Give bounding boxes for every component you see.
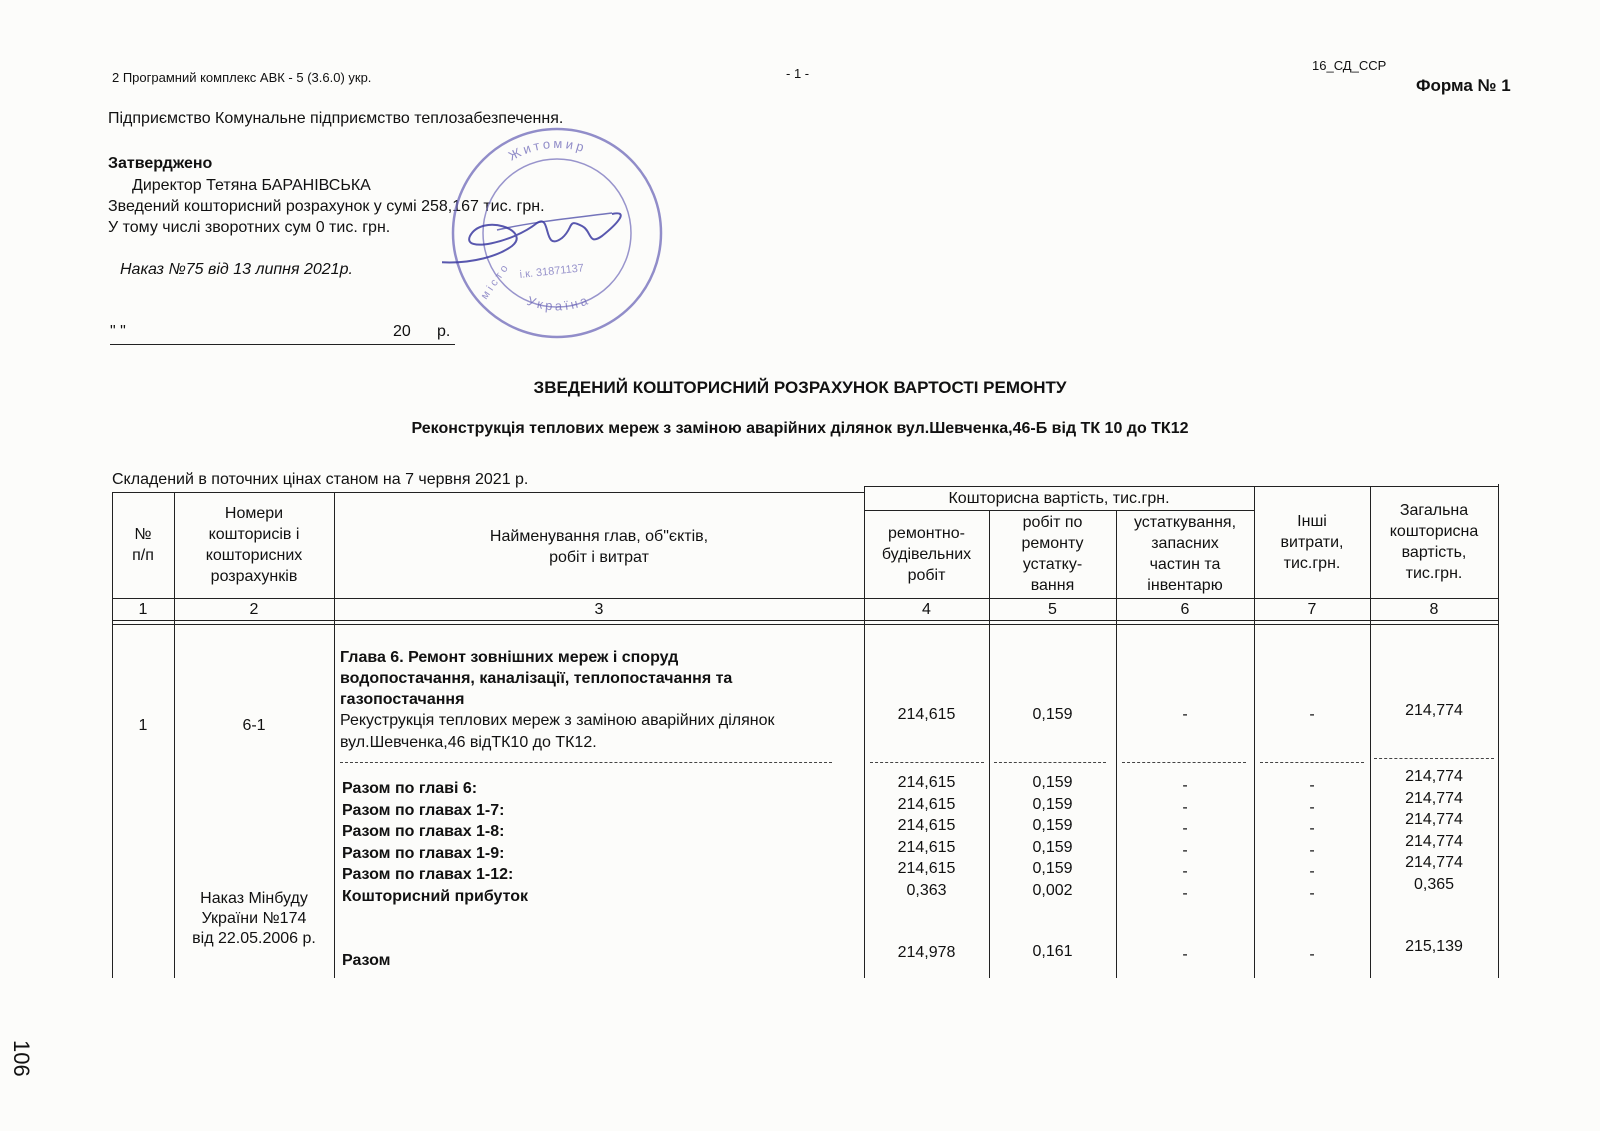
document-subtitle: Реконструкція теплових мереж з заміною аварійних ділянок вул.Шевченка,46-Б від ТК 10 до ТК12 [411,420,1189,437]
grand-total-equipment-parts-value: - [1182,946,1188,963]
chapter-description-line: вул.Шевченка,46 відТК10 до ТК12. [340,734,597,751]
total-equipment-parts-value: - [1182,863,1188,880]
header-total-cost: Загальна кошторисна вартість, тис.грн. [1389,502,1479,582]
total-total-value: 214,774 [1405,768,1463,785]
chapter-other-value: - [1309,706,1315,723]
total-repair-value: 214,615 [897,817,956,834]
total-row-label: Разом по главі 6: [342,780,478,797]
document-title: ЗВЕДЕНИЙ КОШТОРИСНИЙ РОЗРАХУНОК ВАРТОСТІ РЕМОНТУ [533,378,1067,397]
header-no: № п/п [132,526,154,564]
director-line: Директор Тетяна БАРАНІВСЬКА [132,177,371,194]
total-row-label: Разом по главах 1-9: [342,844,505,862]
chapter-equipment-repair-value: 0,159 [1032,706,1073,723]
page-number: - 1 - [786,66,810,81]
svg-text:Україна [525,292,592,314]
margin-page-note: 106 [9,1040,34,1077]
total-total-value: 214,774 [1405,854,1463,871]
col-number: 1 [138,600,148,618]
total-equipment-repair-value: 0,159 [1032,860,1073,877]
software-label: 2 Програмний комплекс АВК - 5 (3.6.0) укр. [112,70,372,85]
chapter-title-line: Глава 6. Ремонт зовнішних мереж і споруд [340,649,679,666]
total-equipment-repair-value: 0,159 [1032,795,1073,813]
chapter-description-line: Рекуструкція теплових мереж з заміною аварійних ділянок [340,712,775,729]
date-quotes: " " [110,323,126,340]
total-equipment-parts-value: - [1182,841,1188,859]
profit-repair-value: 0,363 [906,881,947,899]
total-repair-value: 214,615 [897,795,956,813]
document-code: 16_СД_ССР [1312,58,1387,73]
total-total-value: 214,774 [1405,832,1463,850]
total-equipment-repair-value: 0,159 [1032,774,1073,791]
col-number: 2 [249,600,259,618]
header-estimated-cost-group: Кошторисна вартість, тис.грн. [948,489,1170,507]
estimate-table [112,489,1532,998]
total-other-value: - [1309,820,1315,837]
return-sum-line: У тому числі зворотних сум 0 тис. грн. [108,219,391,236]
profit-equipment-parts-value: - [1182,884,1188,902]
total-other-value: - [1309,841,1315,859]
form-label: Форма № 1 [1416,76,1511,95]
total-equipment-repair-value: 0,159 [1032,838,1073,856]
total-equipment-parts-value: - [1182,820,1188,837]
approval-title: Затверджено [108,155,213,172]
profit-row-label: Кошторисний прибуток [342,887,529,905]
profit-other-value: - [1309,884,1315,902]
profit-basis-reference: Наказ Мінбуду України №174 від 22.05.2006 р. [192,890,316,947]
stamp-bottom-text: Україна [525,291,593,314]
col-number: 4 [922,600,931,618]
date-year: 20 [393,323,411,340]
grand-total-other-value: - [1309,946,1315,963]
total-repair-value: 214,615 [897,774,956,791]
total-equipment-parts-value: - [1182,777,1188,794]
header-equipment-parts: устаткування, запасних частин та інвентарю [1133,514,1237,594]
row-number: 1 [138,716,148,734]
grand-total-label: Разом [342,952,391,969]
header-estimate-numbers: Номери кошторисів і кошторисних розрахунків [205,505,303,585]
total-equipment-parts-value: - [1182,798,1188,816]
total-other-value: - [1309,798,1315,816]
total-row-label: Разом по главах 1-12: [342,866,514,883]
total-row-label: Разом по главах 1-7: [342,801,505,819]
col-number: 5 [1048,600,1057,618]
col-number: 3 [594,600,604,618]
official-stamp [442,118,672,348]
chapter-title-line: водопостачання, каналізації, теплопостачання та [340,670,733,687]
grand-total-equipment-repair-value: 0,161 [1032,943,1073,960]
col-number: 8 [1429,600,1439,618]
header-repair-construction: ремонтно- будівельних робіт [881,524,972,584]
row-estimate-number: 6-1 [242,716,266,734]
total-total-value: 214,774 [1405,811,1463,828]
enterprise-line: Підприємство Комунальне підприємство теплозабезпечення. [108,110,564,127]
chapter-equipment-parts-value: - [1182,706,1188,723]
date-suffix: р. [437,323,451,340]
col-number: 7 [1307,600,1317,618]
total-row-label: Разом по главах 1-8: [342,823,505,840]
compiled-date-line: Складений в поточних цінах станом на 7 червня 2021 р. [112,471,529,488]
header-equipment-repair: робіт по ремонту устатку- вання [1021,514,1084,594]
profit-equipment-repair-value: 0,002 [1032,881,1073,899]
total-repair-value: 214,615 [897,860,956,877]
grand-total-total-value: 215,139 [1405,938,1463,955]
stamp-side-text: м і с т о [478,262,511,302]
col-number: 6 [1180,600,1190,618]
grand-total-repair-value: 214,978 [897,944,956,961]
header-names: Найменування глав, об"єктів, робіт і витрат [489,528,709,566]
chapter-title-line: газопостачання [340,691,465,708]
total-other-value: - [1309,777,1315,794]
approved-sum-line: Зведений кошторисний розрахунок у сумі 258,167 тис. грн. [108,198,545,215]
total-other-value: - [1309,863,1315,880]
profit-total-value: 0,365 [1413,875,1455,893]
order-line: Наказ №75 від 13 липня 2021р. [120,261,353,278]
total-total-value: 214,774 [1405,789,1463,807]
stamp-code: і.к. 31871137 [519,262,585,281]
header-other-costs: Інші витрати, тис.грн. [1280,512,1344,572]
chapter-total-value: 214,774 [1405,702,1463,719]
total-equipment-repair-value: 0,159 [1032,817,1073,834]
chapter-repair-value: 214,615 [897,706,956,723]
total-repair-value: 214,615 [897,838,956,856]
stamp-top-text: Житомир [505,135,589,164]
